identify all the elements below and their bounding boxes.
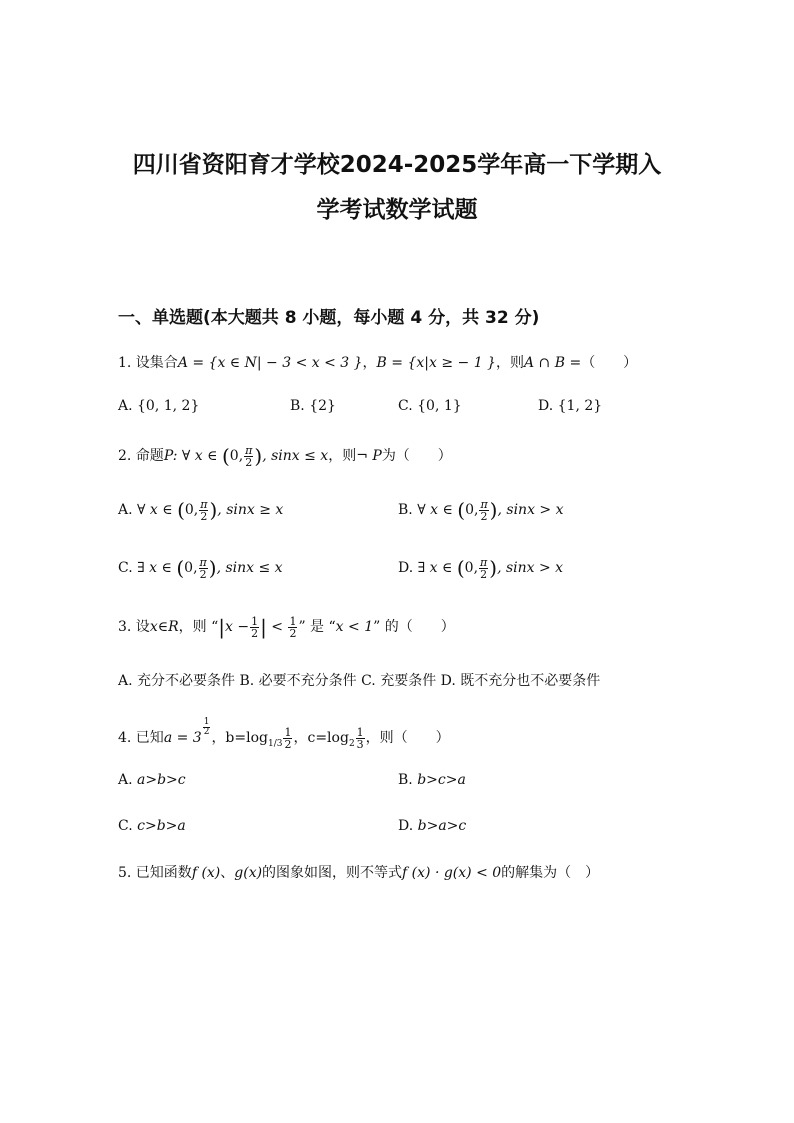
option-label: A. [118,772,133,788]
q2-negp: ¬ P [356,448,382,464]
option-label: D. [398,560,414,576]
option-quantifier: ∃ x ∈ [137,560,172,576]
q1-option-c [398,398,462,414]
q1-option-a [118,398,199,414]
q2-zero: 0, [229,448,244,464]
q1-paren: （ ） [581,355,638,371]
zero: 0, [464,560,479,576]
q3-abs-x: x − [224,619,250,635]
q5-f: f (x) [191,865,221,881]
q3-xr: x∈R [149,619,179,635]
pi-over-2: $\frac{\pi}{2}$ [245,443,253,469]
pi-over-2: $\frac{\pi}{2}$ [480,555,488,581]
option-value: b>c>a [417,772,466,788]
q1-set-a: A = {x ∈ N| − 3 < x < 3 } [177,355,363,371]
q5-g: g(x) [234,865,263,881]
q2-stmt-a: P: ∀ x ∈ [163,448,218,464]
q1-sep: ， [362,355,377,371]
page-title-line1: 四川省资阳育才学校2024-2025学年高一下学期入 [132,152,662,178]
one-half: $\frac{1}{2}$ [289,614,297,640]
paren-close: ) [208,556,217,580]
option-label: C. [118,560,133,576]
q5-prefix: 5. 已知函数 [118,865,192,881]
paren-open: ( [457,498,466,522]
q4-sub-2: 2 [348,738,355,749]
abs-bar: | [218,615,225,639]
q2-stmt-b: , sinx ≤ x [262,448,329,464]
q1-option-b [290,398,336,414]
option-label: D. [398,818,414,834]
q2-prefix: 2. 命题 [118,448,164,464]
q5-sep: 、 [220,865,235,881]
q4-option-d [398,818,466,834]
q5-suffix: 的解集为（ ） [501,865,600,881]
option-tail: , sinx ≤ x [216,560,283,576]
q2-option-c [118,556,283,580]
option-value: {0, 1} [417,398,462,414]
paren-open: ( [456,556,465,580]
pi-over-2: $\frac{\pi}{2}$ [480,497,488,523]
one-half: $\frac{1}{2}$ [284,725,292,751]
q3-options: A. 充分不必要条件 B. 必要不充分条件 C. 充要条件 D. 既不充分也不必要条件 [118,673,601,689]
question-3 [118,615,455,639]
option-label: A. [118,398,133,414]
abs-bar: | [260,615,267,639]
exp-one-half: $\frac{1}{2}$ [203,717,210,737]
section-heading: 一、单选题(本大题共 8 小题，每小题 4 分，共 32 分) [118,308,540,328]
paren-close: ) [254,444,263,468]
option-quantifier: ∃ x ∈ [417,560,453,576]
option-tail: , sinx > x [497,502,564,518]
option-label: B. [398,772,413,788]
q4-option-b [398,772,466,788]
question-4 [118,718,450,750]
q3-prefix: 3. 设 [118,619,150,635]
option-label: C. [398,398,413,414]
option-value: b>a>c [417,818,467,834]
question-2 [118,444,452,468]
question-1 [118,352,637,372]
option-label: C. [118,818,133,834]
option-value: {0, 1, 2} [137,398,200,414]
q2-suffix: 为（ ） [381,448,452,464]
option-value: c>b>a [137,818,186,834]
q4-option-c [118,818,186,834]
q3-then: ，则 “ [178,619,219,635]
pi-over-2: $\frac{\pi}{2}$ [199,555,207,581]
option-label: A. [118,502,133,518]
page-title-line2: 学考试数学试题 [316,197,478,223]
q5-mid: 的图象如图，则不等式 [262,865,403,881]
zero: 0, [184,560,198,576]
q2-option-a [118,498,283,522]
q2-option-b [398,498,564,522]
paren-close: ) [209,498,218,522]
q1-option-d [538,398,602,414]
q3-cond: x < 1 [335,619,374,635]
q4-sub-13: 1/3 [268,738,283,749]
option-value: {1, 2} [557,398,603,414]
paren-close: ) [489,498,498,522]
option-value: a>b>c [137,772,186,788]
q2-mid: ，则 [328,448,357,464]
paren-close: ) [489,556,498,580]
option-tail: , sinx > x [497,560,564,576]
q3-suffix: ” 的（ ） [373,619,455,635]
one-half: $\frac{1}{2}$ [251,614,259,640]
q1-set-b: B = {x|x ≥ − 1 } [376,355,496,371]
q4-b-pre: ，b=log [211,730,268,746]
q1-expr: A ∩ B = [523,355,582,371]
zero: 0, [465,502,479,518]
option-value: {2} [309,398,336,414]
paren-open: ( [221,444,230,468]
paren-open: ( [176,556,185,580]
option-quantifier: ∀ x ∈ [137,502,173,518]
pi-over-2: $\frac{\pi}{2}$ [200,497,208,523]
option-label: B. [398,502,413,518]
q5-ineq: f (x) · g(x) < 0 [402,865,502,881]
option-quantifier: ∀ x ∈ [417,502,453,518]
q4-c-pre: ，c=log [293,730,349,746]
q3-mid: ” 是 “ [298,619,336,635]
q4-option-a [118,772,186,788]
option-tail: , sinx ≥ x [217,502,284,518]
option-label: B. [290,398,305,414]
q4-suffix: ，则（ ） [365,730,450,746]
paren-open: ( [177,498,185,522]
question-5 [118,862,599,882]
option-label: D. [538,398,554,414]
one-third: $\frac{1}{3}$ [356,725,364,751]
q4-prefix: 4. 已知 [118,730,164,746]
q3-lt: < [271,619,283,635]
zero: 0, [184,502,199,518]
q1-suffix: ，则 [495,355,524,371]
q1-prefix: 1. 设集合 [118,355,178,371]
q4-a: a = 3 [163,730,202,746]
q2-option-d [398,556,563,580]
